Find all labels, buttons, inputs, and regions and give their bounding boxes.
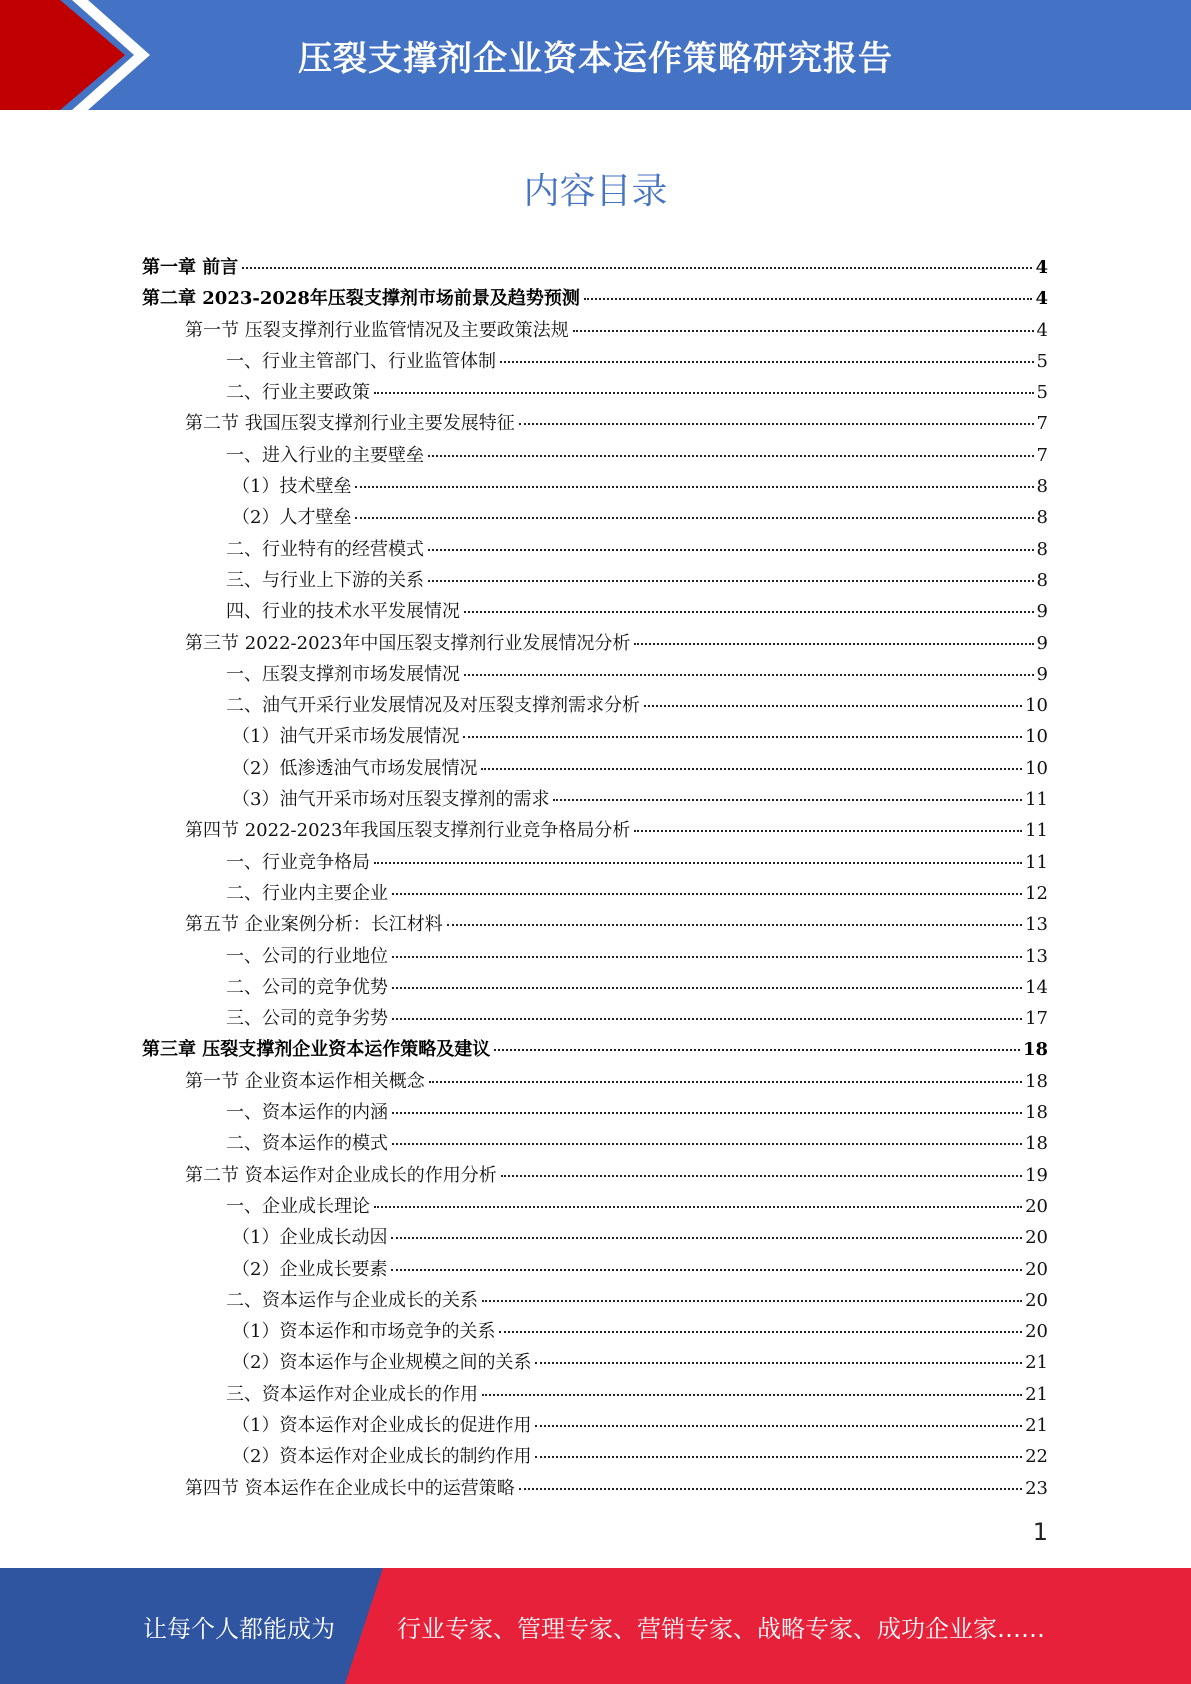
toc-entry-page: 9 bbox=[1036, 663, 1048, 685]
toc-entry-title: 二、公司的竞争优势 bbox=[226, 976, 388, 998]
page-number: 1 bbox=[1032, 1518, 1048, 1546]
toc-entry-title: 一、行业竞争格局 bbox=[226, 851, 370, 873]
toc-entry[interactable] bbox=[142, 879, 1048, 910]
toc-entry-title: 一、企业成长理论 bbox=[226, 1195, 370, 1217]
toc-entry-title: 三、资本运作对企业成长的作用 bbox=[226, 1383, 478, 1405]
toc-entry-title: （3）油气开采市场对压裂支撑剂的需求 bbox=[232, 789, 550, 811]
toc-dot-leader bbox=[573, 330, 1034, 332]
toc-entry-title: 第一章 前言 bbox=[142, 257, 239, 278]
toc-dot-leader bbox=[355, 517, 1033, 519]
toc-entry[interactable] bbox=[142, 973, 1048, 1004]
toc-entry-page: 19 bbox=[1025, 1164, 1048, 1186]
toc-dot-leader bbox=[374, 392, 1034, 394]
toc-entry[interactable] bbox=[142, 253, 1048, 284]
toc-entry[interactable] bbox=[142, 1380, 1048, 1411]
toc-entry-title: 第三节 2022-2023年中国压裂支撑剂行业发展情况分析 bbox=[185, 632, 631, 654]
toc-dot-leader bbox=[519, 423, 1034, 425]
toc-entry[interactable] bbox=[142, 1348, 1048, 1379]
toc-entry[interactable] bbox=[142, 691, 1048, 722]
table-of-contents bbox=[142, 253, 1048, 1505]
toc-entry-page: 21 bbox=[1025, 1352, 1048, 1374]
toc-dot-leader bbox=[501, 1175, 1022, 1177]
toc-dot-leader bbox=[374, 862, 1022, 864]
toc-entry-title: （1）资本运作对企业成长的促进作用 bbox=[232, 1414, 532, 1436]
toc-dot-leader bbox=[500, 361, 1034, 363]
toc-entry-title: （2）资本运作对企业成长的制约作用 bbox=[232, 1446, 532, 1468]
toc-dot-leader bbox=[392, 956, 1022, 958]
page-footer bbox=[0, 1568, 1191, 1684]
toc-entry-page: 17 bbox=[1025, 1008, 1048, 1030]
toc-entry[interactable] bbox=[142, 1004, 1048, 1035]
toc-entry-page: 23 bbox=[1025, 1477, 1048, 1499]
toc-entry-page: 13 bbox=[1025, 945, 1048, 967]
toc-entry[interactable] bbox=[142, 942, 1048, 973]
toc-entry-title: 第一节 压裂支撑剂行业监管情况及主要政策法规 bbox=[185, 319, 569, 341]
footer-slogan-right: 行业专家、管理专家、营销专家、战略专家、成功企业家…… bbox=[397, 1614, 1045, 1643]
toc-entry-title: 二、行业内主要企业 bbox=[226, 882, 388, 904]
toc-dot-leader bbox=[428, 455, 1034, 457]
footer-slogan-left: 让每个人都能成为 bbox=[143, 1614, 335, 1643]
toc-entry-title: 二、资本运作与企业成长的关系 bbox=[226, 1289, 478, 1311]
toc-entry-page: 5 bbox=[1036, 382, 1048, 404]
page-header bbox=[0, 0, 1191, 110]
toc-dot-leader bbox=[355, 486, 1033, 488]
toc-entry-title: 第五节 企业案例分析：长江材料 bbox=[185, 914, 443, 936]
toc-entry-page: 20 bbox=[1025, 1289, 1048, 1311]
toc-entry-title: （1）技术壁垒 bbox=[232, 476, 352, 498]
toc-dot-leader bbox=[644, 705, 1022, 707]
toc-dot-leader bbox=[634, 830, 1022, 832]
toc-entry[interactable] bbox=[142, 754, 1048, 785]
toc-dot-leader bbox=[428, 549, 1034, 551]
toc-dot-leader bbox=[392, 987, 1022, 989]
toc-entry[interactable] bbox=[142, 503, 1048, 534]
toc-entry[interactable] bbox=[142, 1411, 1048, 1442]
toc-dot-leader bbox=[553, 799, 1022, 801]
toc-entry-title: 第二节 我国压裂支撑剂行业主要发展特征 bbox=[185, 413, 515, 435]
toc-entry-page: 10 bbox=[1025, 757, 1048, 779]
toc-entry[interactable] bbox=[142, 910, 1048, 941]
report-title: 压裂支撑剂企业资本运作策略研究报告 bbox=[298, 38, 893, 79]
toc-entry[interactable] bbox=[142, 1317, 1048, 1348]
toc-dot-leader bbox=[392, 1112, 1022, 1114]
toc-entry[interactable] bbox=[142, 1286, 1048, 1317]
toc-entry-title: （1）企业成长动因 bbox=[232, 1227, 388, 1249]
toc-entry[interactable] bbox=[142, 785, 1048, 816]
toc-entry-page: 12 bbox=[1025, 882, 1048, 904]
toc-dot-leader bbox=[428, 580, 1034, 582]
toc-entry-title: 一、压裂支撑剂市场发展情况 bbox=[226, 663, 460, 685]
toc-entry[interactable] bbox=[142, 848, 1048, 879]
toc-entry-page: 7 bbox=[1036, 413, 1048, 435]
toc-dot-leader bbox=[482, 1300, 1022, 1302]
toc-dot-leader bbox=[482, 1394, 1022, 1396]
toc-entry-title: 四、行业的技术水平发展情况 bbox=[226, 601, 460, 623]
toc-entry[interactable] bbox=[142, 535, 1048, 566]
toc-dot-leader bbox=[499, 1331, 1022, 1333]
toc-entry-title: 二、行业特有的经营模式 bbox=[226, 538, 424, 560]
toc-entry[interactable] bbox=[142, 629, 1048, 660]
toc-entry-title: （1）资本运作和市场竞争的关系 bbox=[232, 1321, 496, 1343]
toc-entry-title: 一、资本运作的内涵 bbox=[226, 1102, 388, 1124]
toc-dot-leader bbox=[535, 1456, 1022, 1458]
toc-heading: 内容目录 bbox=[523, 171, 668, 212]
toc-dot-leader bbox=[447, 924, 1022, 926]
toc-entry-page: 7 bbox=[1036, 444, 1048, 466]
toc-entry-page: 10 bbox=[1025, 695, 1048, 717]
toc-entry[interactable] bbox=[142, 1442, 1048, 1473]
toc-entry-page: 9 bbox=[1036, 601, 1048, 623]
toc-entry-page: 4 bbox=[1035, 257, 1048, 278]
toc-entry-page: 10 bbox=[1025, 726, 1048, 748]
toc-entry-title: （2）企业成长要素 bbox=[232, 1258, 388, 1280]
toc-entry[interactable] bbox=[142, 284, 1048, 315]
toc-entry-page: 21 bbox=[1025, 1414, 1048, 1436]
toc-entry-title: 一、公司的行业地位 bbox=[226, 945, 388, 967]
toc-entry-title: 二、行业主要政策 bbox=[226, 382, 370, 404]
toc-entry-title: 第二章 2023-2028年压裂支撑剂市场前景及趋势预测 bbox=[142, 288, 580, 310]
toc-dot-leader bbox=[634, 643, 1033, 645]
toc-entry-page: 20 bbox=[1025, 1227, 1048, 1249]
toc-entry[interactable] bbox=[142, 722, 1048, 753]
toc-entry-title: 第三章 压裂支撑剂企业资本运作策略及建议 bbox=[142, 1039, 491, 1061]
toc-entry-page: 20 bbox=[1025, 1258, 1048, 1280]
toc-entry-page: 11 bbox=[1025, 820, 1048, 842]
toc-entry-title: 第四节 资本运作在企业成长中的运营策略 bbox=[185, 1477, 515, 1499]
toc-entry-page: 18 bbox=[1025, 1102, 1048, 1124]
toc-dot-leader bbox=[464, 611, 1034, 613]
toc-entry-page: 4 bbox=[1036, 319, 1048, 341]
toc-dot-leader bbox=[391, 1237, 1022, 1239]
toc-entry-title: 一、行业主管部门、行业监管体制 bbox=[226, 350, 496, 372]
toc-entry[interactable] bbox=[142, 1067, 1048, 1098]
toc-entry-title: 二、资本运作的模式 bbox=[226, 1133, 388, 1155]
toc-entry[interactable] bbox=[142, 316, 1048, 347]
toc-dot-leader bbox=[584, 298, 1033, 300]
toc-dot-leader bbox=[481, 768, 1022, 770]
toc-entry[interactable] bbox=[142, 1098, 1048, 1129]
toc-entry[interactable] bbox=[142, 1474, 1048, 1505]
toc-entry-page: 13 bbox=[1025, 914, 1048, 936]
toc-dot-leader bbox=[519, 1488, 1022, 1490]
toc-entry-page: 11 bbox=[1025, 851, 1048, 873]
toc-entry-title: （2）低渗透油气市场发展情况 bbox=[232, 757, 478, 779]
toc-dot-leader bbox=[392, 1018, 1022, 1020]
toc-entry-page: 8 bbox=[1036, 476, 1048, 498]
toc-dot-leader bbox=[535, 1362, 1022, 1364]
toc-entry-title: （2）资本运作与企业规模之间的关系 bbox=[232, 1352, 532, 1374]
toc-entry-page: 18 bbox=[1025, 1070, 1048, 1092]
toc-entry[interactable] bbox=[142, 660, 1048, 691]
toc-entry-title: 一、进入行业的主要壁垒 bbox=[226, 444, 424, 466]
toc-dot-leader bbox=[374, 1206, 1022, 1208]
toc-entry-page: 8 bbox=[1036, 569, 1048, 591]
toc-entry[interactable] bbox=[142, 1223, 1048, 1254]
toc-entry[interactable] bbox=[142, 409, 1048, 440]
toc-entry-page: 8 bbox=[1036, 538, 1048, 560]
toc-entry-page: 20 bbox=[1025, 1195, 1048, 1217]
toc-dot-leader bbox=[242, 267, 1032, 269]
toc-entry[interactable] bbox=[142, 1192, 1048, 1223]
toc-entry[interactable] bbox=[142, 1255, 1048, 1286]
toc-entry[interactable] bbox=[142, 378, 1048, 409]
toc-dot-leader bbox=[391, 1269, 1022, 1271]
toc-entry-page: 9 bbox=[1036, 632, 1048, 654]
toc-entry-page: 8 bbox=[1036, 507, 1048, 529]
toc-dot-leader bbox=[429, 1081, 1022, 1083]
toc-entry[interactable] bbox=[142, 347, 1048, 378]
toc-entry-title: 三、与行业上下游的关系 bbox=[226, 569, 424, 591]
toc-entry-page: 14 bbox=[1025, 976, 1048, 998]
toc-entry[interactable] bbox=[142, 1161, 1048, 1192]
toc-entry-page: 22 bbox=[1025, 1446, 1048, 1468]
toc-entry-page: 20 bbox=[1025, 1321, 1048, 1343]
toc-entry-page: 18 bbox=[1025, 1133, 1048, 1155]
toc-entry-title: 三、公司的竞争劣势 bbox=[226, 1008, 388, 1030]
toc-dot-leader bbox=[392, 893, 1022, 895]
toc-entry-page: 11 bbox=[1025, 789, 1048, 811]
toc-entry-title: 第二节 资本运作对企业成长的作用分析 bbox=[185, 1164, 497, 1186]
toc-entry[interactable] bbox=[142, 441, 1048, 472]
toc-dot-leader bbox=[392, 1143, 1022, 1145]
toc-entry-title: （2）人才壁垒 bbox=[232, 507, 352, 529]
toc-dot-leader bbox=[494, 1049, 1020, 1051]
toc-entry[interactable] bbox=[142, 472, 1048, 503]
toc-entry-title: 二、油气开采行业发展情况及对压裂支撑剂需求分析 bbox=[226, 695, 640, 717]
toc-entry[interactable] bbox=[142, 597, 1048, 628]
toc-entry-title: （1）油气开采市场发展情况 bbox=[232, 726, 460, 748]
toc-entry-page: 21 bbox=[1025, 1383, 1048, 1405]
toc-dot-leader bbox=[535, 1425, 1022, 1427]
toc-dot-leader bbox=[463, 736, 1022, 738]
toc-entry[interactable] bbox=[142, 1129, 1048, 1160]
toc-dot-leader bbox=[464, 674, 1034, 676]
toc-entry[interactable] bbox=[142, 566, 1048, 597]
toc-entry-title: 第四节 2022-2023年我国压裂支撑剂行业竞争格局分析 bbox=[185, 820, 631, 842]
toc-entry-page: 18 bbox=[1022, 1039, 1048, 1061]
toc-entry[interactable] bbox=[142, 1035, 1048, 1066]
toc-entry-title: 第一节 企业资本运作相关概念 bbox=[185, 1070, 425, 1092]
toc-entry-page: 4 bbox=[1035, 288, 1048, 310]
toc-entry-page: 5 bbox=[1036, 350, 1048, 372]
toc-entry[interactable] bbox=[142, 816, 1048, 847]
